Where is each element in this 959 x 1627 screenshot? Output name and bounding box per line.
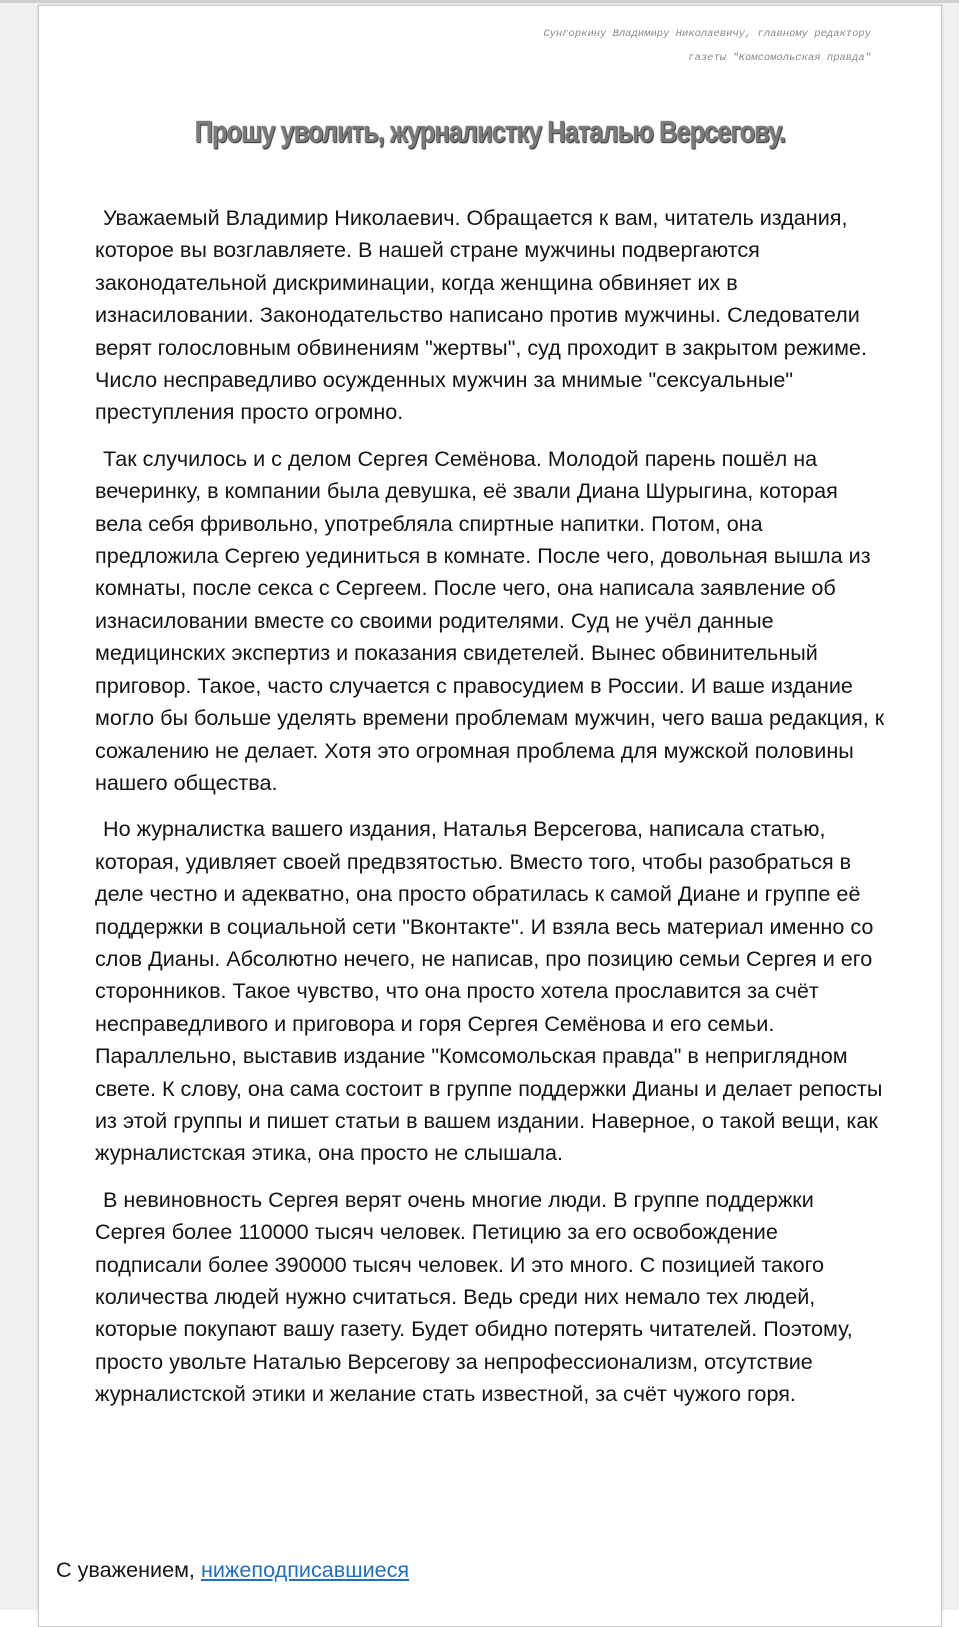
letter-title: Прошу уволить, журналистку Наталью Версегову. [194,114,786,149]
addressee-block [391,22,871,70]
paragraph-2: Так случилось и с делом Сергея Семёнова. Молодой парень пошёл на вечеринку, в компании была девушка, её звали Диана Шурыгина, которая вела себя фривольно, употребляла спиртные напитки. Потом, она предложила Сергею уединиться в комнате. После чего, довольная вышла из комнаты, после секса с Сергеем. После чего, она написала заявление об изнасиловании вместе со своими родителями. Суд не учёл данные медицинских экспертиз и показания свидетелей. Вынес обвинительный приговор. Такое, часто случается с правосудием в России. И ваше издание могло бы больше уделять времени проблемам мужчин, чего ваша редакция, к сожалению не делает. Хотя это огромная проблема для мужской половины нашего общества. [95,445,885,795]
top-divider [0,0,959,3]
paragraph-1: Уважаемый Владимир Николаевич. Обращается к вам, читатель издания, которое вы возглавляете. В нашей стране мужчины подвергаются законодательной дискриминации, когда женщина обвиняет их в изнасиловании. Законодательство написано против мужчины. Следователи верят голословным обвинениям "жертвы", суд проходит в закрытом режиме. Число несправедливо осужденных мужчин за мнимые "сексуальные" преступления просто огромно. [95,205,867,425]
paragraph-4: В невиновность Сергея верят очень многие люди. В группе поддержки Сергея более 110000 тысяч человек. Петицию за его освобождение подписали более 390000 тысяч человек. И это много. С позицией такого количества людей нужно считаться. Ведь среди них немало тех людей, которые покупают вашу газету. Будет обидно потерять читателей. Поэтому, просто увольте Наталью Версегову за непрофессионализм, отсутствие журналистской этики и желание стать известной, за счёт чужого горя. [95,1186,853,1407]
addressee-line-1: Сунгоркину Владимиру Николаевичу, главному редактору [543,28,871,40]
signature-prefix: С уважением, [56,1557,195,1582]
letter-page [38,5,942,1627]
letter-body [95,202,885,1425]
signatories-link[interactable]: нижеподписавшиеся [200,1557,410,1582]
signature-line [56,1554,409,1586]
addressee-line-2: газеты "Комсомольская правда" [688,52,871,64]
paragraph-3: Но журналистка вашего издания, Наталья Версегова, написала статью, которая, удивляет своей предвзятостью. Вместо того, чтобы разобраться в деле честно и адекватно, она просто обратилась к самой Диане и группе её поддержки в социальной сети "Вконтакте". И взяла весь материал именно со слов Дианы. Абсолютно нечего, не написав, про позицию семьи Сергея и его сторонников. Такое чувство, что она просто хотела прославится за счёт несправедливого и приговора и горя Сергея Семёнова и его семьи. Параллельно, выставив издание "Комсомольская правда" в неприглядном свете. К слову, она сама состоит в группе поддержки Дианы и делает репосты из этой группы и пишет статьи в вашем издании. Наверное, о такой вещи, как журналистская этика, она просто не слышала. [95,816,883,1166]
